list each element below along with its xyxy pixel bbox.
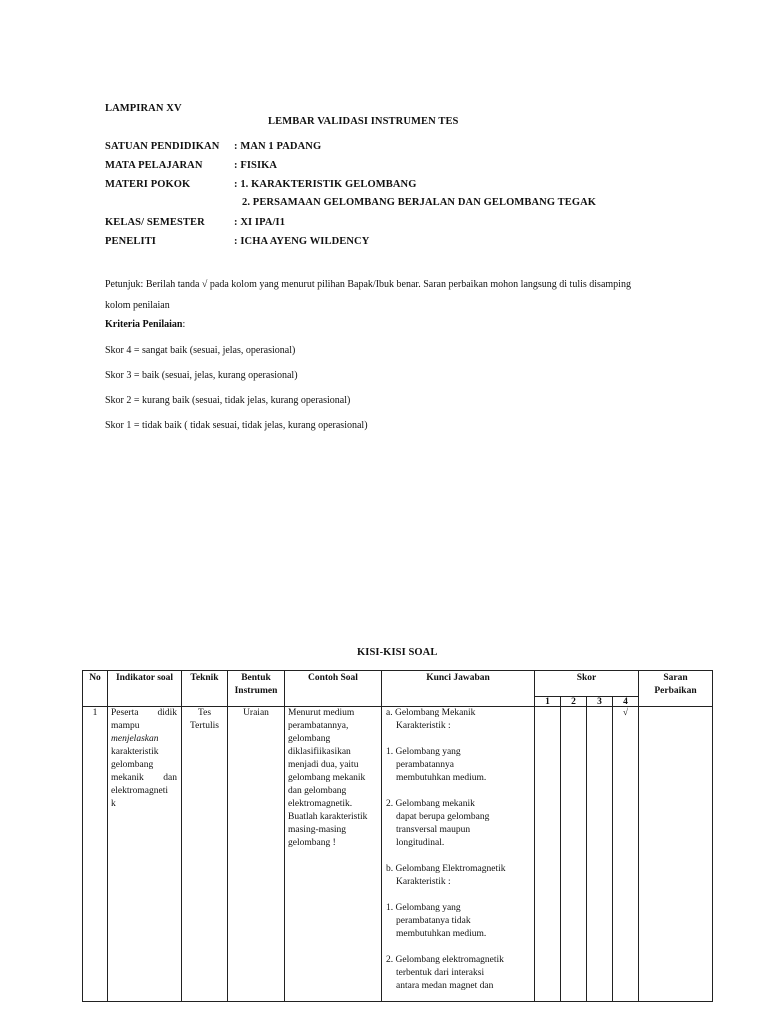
satuan-value: : MAN 1 PADANG	[234, 141, 322, 152]
th-skor-3: 3	[597, 697, 602, 707]
indikator-line-4: karakteristik	[111, 747, 159, 757]
th-saran-line-2: Perbaikan	[654, 686, 697, 696]
th-no: No	[89, 673, 101, 683]
cell-bentuk: Uraian	[243, 708, 269, 718]
cell-teknik	[182, 707, 227, 733]
mapel-value: : FISIKA	[234, 160, 278, 171]
teknik-line-1: Tes	[197, 708, 212, 718]
kunci-a2-line-3: transversal maupun	[396, 825, 471, 835]
cell-no: 1	[92, 708, 98, 718]
spacer	[386, 850, 533, 863]
kunci-a-heading: a. Gelombang Mekanik	[386, 708, 476, 718]
kunci-b-heading: b. Gelombang Elektromagnetik	[386, 864, 506, 874]
teknik-line-2: Tertulis	[190, 721, 219, 731]
kriteria-label: Kriteria Penilaian	[105, 319, 183, 330]
th-skor: Skor	[576, 673, 597, 683]
kriteria-colon: :	[182, 319, 186, 330]
kunci-b2-line-1: 2. Gelombang elektromagnetik	[386, 955, 504, 965]
kunci-b-karakteristik: Karakteristik :	[396, 877, 451, 887]
contoh-line: menjadi dua, yaitu	[288, 760, 359, 770]
contoh-line: perambatannya,	[288, 721, 349, 731]
kunci-a2-line-2: dapat berupa gelombang	[396, 812, 490, 822]
kunci-a2-line-1: 2. Gelombang mekanik	[386, 799, 475, 809]
kunci-a-karakteristik: Karakteristik :	[396, 721, 451, 731]
th-skor-1: 1	[545, 697, 550, 707]
th-skor-4: 4	[623, 697, 628, 707]
table-border-top	[82, 670, 713, 671]
indikator-word-1b: didik	[157, 708, 177, 718]
petunjuk-line-2: kolom penilaian	[105, 300, 170, 311]
th-bentuk-line-1: Bentuk	[241, 673, 271, 683]
cell-indikator	[111, 707, 177, 811]
kunci-b1-line-1: 1. Gelombang yang	[386, 903, 461, 913]
spacer	[386, 733, 533, 746]
page-title: LEMBAR VALIDASI INSTRUMEN TES	[268, 116, 459, 127]
th-bentuk-line-2: Instrumen	[234, 686, 278, 696]
peneliti-label: PENELITI	[105, 236, 156, 247]
col-line-7	[560, 696, 561, 1002]
contoh-line: gelombang	[288, 734, 331, 744]
materi-label: MATERI POKOK	[105, 179, 191, 190]
col-line-10	[638, 670, 639, 1002]
kunci-b2-line-3: antara medan magnet dan	[396, 981, 494, 991]
table-border-bottom	[82, 1001, 713, 1002]
contoh-line: diklasifiikasikan	[288, 747, 351, 757]
kunci-a1-line-1: 1. Gelombang yang	[386, 747, 461, 757]
col-line-4	[284, 670, 285, 1002]
indikator-line-8: k	[111, 799, 116, 809]
contoh-line: masing-masing	[288, 825, 347, 835]
col-line-8	[586, 696, 587, 1002]
peneliti-value: : ICHA AYENG WILDENCY	[234, 236, 370, 247]
th-contoh: Contoh Soal	[308, 673, 358, 683]
kunci-b2-line-2: terbentuk dari interaksi	[396, 968, 485, 978]
spacer	[386, 785, 533, 798]
th-teknik: Teknik	[190, 673, 219, 683]
col-line-1	[107, 670, 108, 1002]
kunci-b1-line-2: perambatanya tidak	[396, 916, 471, 926]
th-kunci: Kunci Jawaban	[426, 673, 490, 683]
kisi-title: KISI-KISI SOAL	[357, 647, 438, 658]
indikator-line-2: mampu	[111, 721, 140, 731]
petunjuk-line-1: Petunjuk: Berilah tanda √ pada kolom yang menurut pilihan Bapak/Ibuk benar. Saran perbaikan mohon langsung di tulis disamping	[105, 279, 631, 290]
spacer	[386, 941, 533, 954]
kunci-a1-line-3: membutuhkan medium.	[396, 773, 487, 783]
indikator-word-6b: dan	[163, 773, 177, 783]
contoh-line: gelombang mekanik	[288, 773, 366, 783]
th-saran	[639, 672, 712, 698]
indikator-line-3: menjelaskan	[111, 734, 159, 744]
kunci-a2-line-4: longitudinal.	[396, 838, 445, 848]
satuan-label: SATUAN PENDIDIKAN	[105, 141, 220, 152]
contoh-line: dan gelombang	[288, 786, 347, 796]
indikator-line-1	[111, 707, 177, 720]
skor-item-1: Skor 1 = tidak baik ( tidak sesuai, tidak jelas, kurang operasional)	[105, 420, 368, 431]
spacer	[386, 889, 533, 902]
indikator-word-6a: mekanik	[111, 773, 144, 783]
contoh-line: gelombang !	[288, 838, 336, 848]
cell-contoh	[288, 707, 380, 850]
materi-value-2: 2. PERSAMAAN GELOMBANG BERJALAN DAN GELOMBANG TEGAK	[242, 197, 597, 208]
col-line-9	[612, 696, 613, 1002]
skor-item-2: Skor 2 = kurang baik (sesuai, tidak jelas, kurang operasional)	[105, 395, 351, 406]
mapel-label: MATA PELAJARAN	[105, 160, 203, 171]
col-line-6	[534, 670, 535, 1002]
contoh-line: Buatlah karakteristik	[288, 812, 368, 822]
th-skor-2: 2	[571, 697, 576, 707]
th-indikator: Indikator soal	[115, 673, 174, 683]
indikator-word-1a: Peserta	[111, 708, 139, 718]
th-saran-line-1: Saran	[663, 673, 688, 683]
lampiran-label: LAMPIRAN XV	[105, 103, 182, 114]
kunci-a1-line-2: perambatannya	[396, 760, 455, 770]
cell-skor-4-check: √	[622, 708, 629, 718]
cell-kunci	[386, 707, 533, 993]
kelas-value: : XI IPA/I1	[234, 217, 286, 228]
materi-value-1: : 1. KARAKTERISTIK GELOMBANG	[234, 179, 417, 190]
contoh-line: Menurut medium	[288, 708, 355, 718]
th-bentuk	[228, 672, 284, 698]
kelas-label: KELAS/ SEMESTER	[105, 217, 205, 228]
skor-item-3: Skor 3 = baik (sesuai, jelas, kurang operasional)	[105, 370, 298, 381]
kunci-b1-line-3: membutuhkan medium.	[396, 929, 487, 939]
indikator-line-6	[111, 772, 177, 785]
contoh-line: elektromagnetik.	[288, 799, 353, 809]
skor-item-4: Skor 4 = sangat baik (sesuai, jelas, operasional)	[105, 345, 296, 356]
col-line-11	[712, 670, 713, 1002]
indikator-line-5: gelombang	[111, 760, 154, 770]
indikator-line-7: elektromagneti	[111, 786, 168, 796]
col-line-5	[381, 670, 382, 1002]
